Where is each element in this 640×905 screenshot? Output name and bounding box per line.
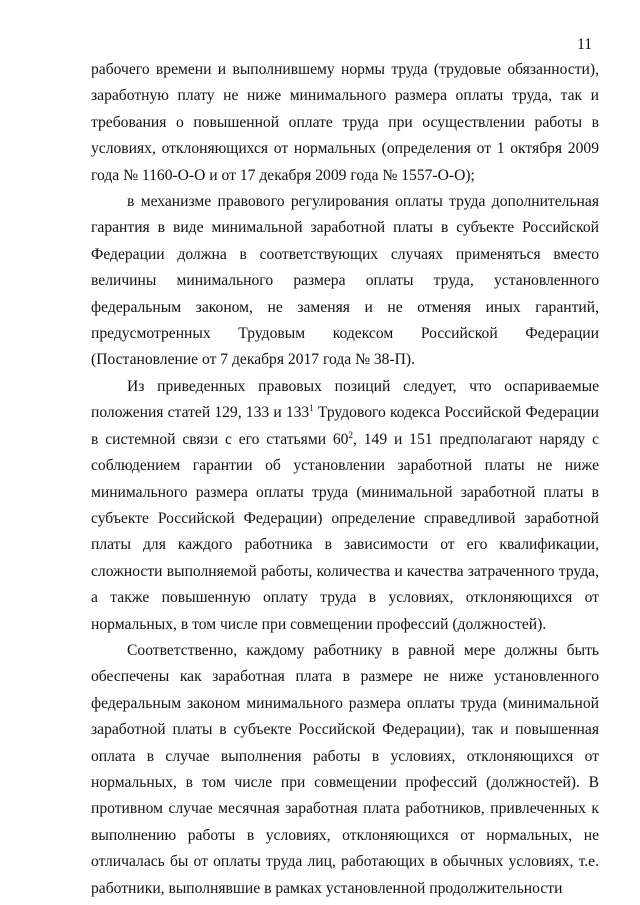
superscript-article-133-1: 1 [309,403,314,414]
page-number: 11 [577,36,592,53]
paragraph-3-text-a: Из приведенных правовых позиций следует, что оспариваемые положения статей 129, 133 и 133 [91,377,599,422]
paragraph-1 [91,57,599,189]
paragraph-2-text: в механизме правового регулирования оплаты труда дополнительная гарантия в виде минимальной заработной платы в субъекте Российской Федерации должна в соответствующих случаях применяться вместо величины минимального размера оплаты труда, установленного федеральным законом, не заменяя и не отменяя иных гарантий, предусмотренных Трудовым кодексом Российской Федерации (Постановление от 7 декабря 2017 года № 38-П). [91,193,599,369]
paragraph-3-text-b: Трудового кодекса Российской Федерации в системной связи с его статьями 60 [91,404,600,448]
paragraph-4-text: Соответственно, каждому работнику в равной мере должны быть обеспечены как заработная плата в размере не ниже установленного федеральным законом минимального размера оплаты труда (минимальной заработной платы в субъекте Российской Федерации), так и повышенная оплата в случае выполнения работы в условиях, отклоняющихся от нормальных, в том числе при совмещении профессий (должностей). В противном случае месячная заработная плата работников, привлеченных к выполнению работы в условиях, отклоняющихся от нормальных, не отличалась бы от оплаты труда лиц, работающих в обычных условиях, т.е. работники, выполнявшие в рамках установленной продолжительности [91,641,599,897]
paragraph-3-text-c: , 149 и 151 предполагают наряду с соблюдением гарантии об установлении заработной платы не ниже минимального размера оплаты труда (минимальной заработной платы в субъекте Российской Федерации) определение справедливой заработной платы для каждого работника в зависимости от его квалификации, сложности выполняемой работы, количества и качества затраченного труда, а также повышенную оплату труда в условиях, отклоняющихся от нормальных, в том числе при совмещении профессий (должностей). [91,430,599,633]
paragraph-2 [91,189,599,374]
document-body [91,57,599,902]
paragraph-1-text: рабочего времени и выполнившему нормы труда (трудовые обязанности), заработную плату не ниже минимального размера оплаты труда, так и требования о повышенной оплате труда при осуществлении работы в условиях, отклоняющихся от нормальных (определения от 1 октября 2009 года № 1160-О-О и от 17 декабря 2009 года № 1557-О-О); [91,61,599,184]
superscript-article-60-2: 2 [348,429,353,440]
paragraph-3 [91,374,599,638]
paragraph-4 [91,638,599,902]
